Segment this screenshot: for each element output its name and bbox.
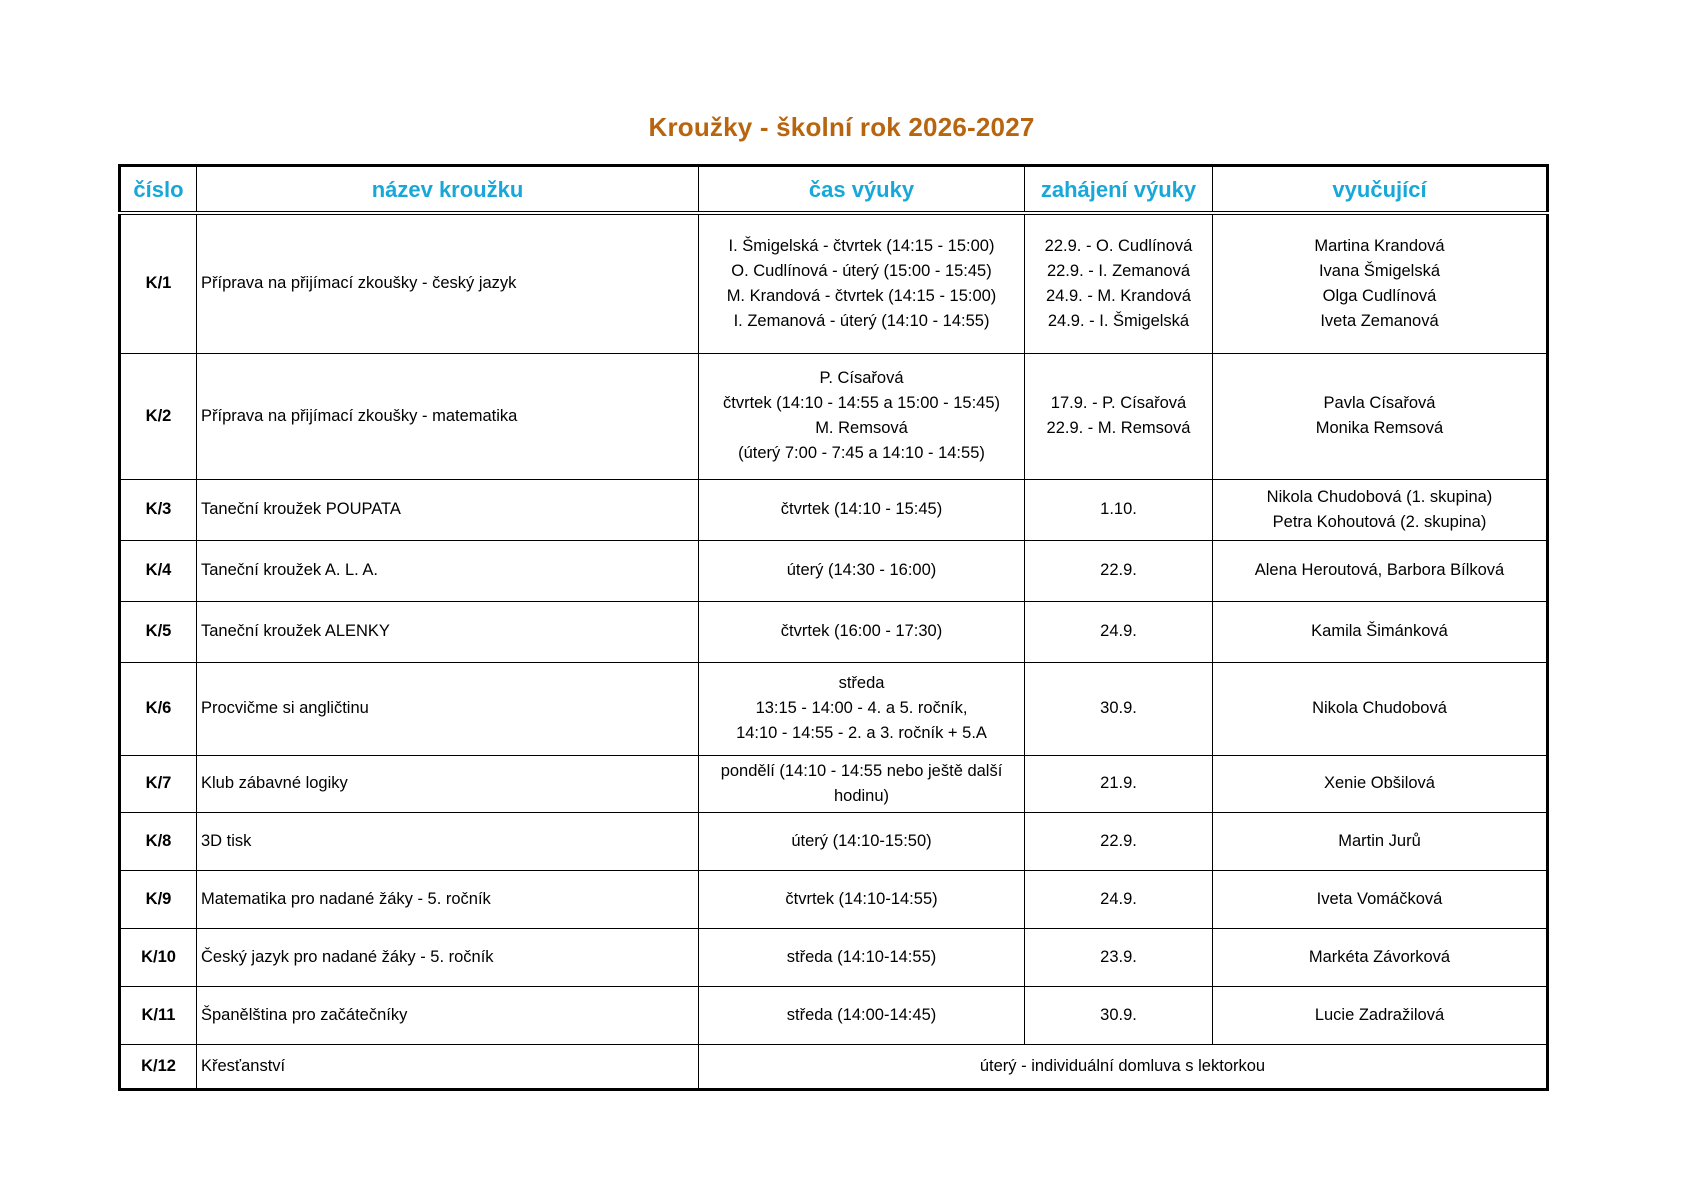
club-teacher [1213, 812, 1548, 870]
club-time [699, 479, 1025, 540]
club-time-line: P. Císařová [819, 369, 904, 387]
club-time [699, 870, 1025, 928]
club-teacher-line: Nikola Chudobová [1312, 699, 1447, 717]
club-name: Klub zábavné logiky [197, 755, 699, 812]
club-start-line: 22.9. - O. Cudlínová [1044, 236, 1193, 255]
club-time [699, 353, 1025, 479]
club-time-line: pondělí (14:10 - 14:55 nebo ještě další [720, 761, 1003, 780]
club-teacher [1213, 353, 1548, 479]
club-teacher-line: Nikola Chudobová (1. skupina) [1266, 487, 1493, 506]
club-time-line: čtvrtek (14:10 - 14:55 a 15:00 - 15:45) [723, 394, 1000, 412]
club-name: Křesťanství [197, 1044, 699, 1089]
header-time: čas výuky [699, 166, 1025, 214]
club-merged-note: úterý - individuální domluva s lektorkou [699, 1044, 1548, 1089]
header-teacher: vyučující [1213, 166, 1548, 214]
club-teacher-line: Lucie Zadražilová [1314, 1005, 1445, 1024]
club-start-line: 22.9. [1100, 561, 1137, 579]
club-start [1025, 353, 1213, 479]
club-time [699, 601, 1025, 662]
table-row [120, 870, 1548, 928]
club-time-line: čtvrtek (14:10 - 15:45) [780, 500, 943, 518]
club-time-line: hodinu) [833, 786, 890, 805]
club-start [1025, 812, 1213, 870]
table-row [120, 601, 1548, 662]
club-start [1025, 479, 1213, 540]
club-teacher [1213, 870, 1548, 928]
club-time-line: M. Remsová [815, 419, 908, 437]
club-teacher-line: Markéta Závorková [1308, 947, 1451, 966]
table-row [120, 540, 1548, 601]
club-start-line: 21.9. [1100, 774, 1137, 792]
club-teacher-line: Martina Krandová [1314, 236, 1445, 255]
club-number: K/3 [120, 479, 197, 540]
club-start [1025, 213, 1213, 353]
club-start [1025, 986, 1213, 1044]
club-start [1025, 870, 1213, 928]
club-name: Taneční kroužek A. L. A. [197, 540, 699, 601]
club-time [699, 540, 1025, 601]
club-time-line: (úterý 7:00 - 7:45 a 14:10 - 14:55) [738, 444, 985, 462]
club-teacher [1213, 540, 1548, 601]
club-name: Příprava na přijímací zkoušky - matematika [197, 353, 699, 479]
club-teacher-line: Ivana Šmigelská [1318, 261, 1441, 280]
club-time [699, 755, 1025, 812]
table-row [120, 1044, 1548, 1089]
club-start-line: 24.9. - I. Šmigelská [1047, 311, 1190, 330]
club-number: K/4 [120, 540, 197, 601]
document-title: Kroužky - školní rok 2026-2027 [648, 112, 1035, 142]
club-time [699, 928, 1025, 986]
club-name: Taneční kroužek ALENKY [197, 601, 699, 662]
club-start-line: 24.9. [1100, 889, 1137, 908]
club-name: Španělština pro začátečníky [197, 986, 699, 1044]
club-teacher [1213, 601, 1548, 662]
club-number: K/2 [120, 353, 197, 479]
club-name: Matematika pro nadané žáky - 5. ročník [197, 870, 699, 928]
club-time [699, 213, 1025, 353]
club-teacher-line: Kamila Šimánková [1311, 622, 1448, 640]
header-start: zahájení výuky [1025, 166, 1213, 214]
table-row [120, 479, 1548, 540]
club-number: K/12 [120, 1044, 197, 1089]
club-start-line: 30.9. [1100, 1005, 1137, 1024]
club-teacher-line: Pavla Císařová [1323, 394, 1436, 412]
club-time-line: 13:15 - 14:00 - 4. a 5. ročník, [755, 699, 968, 717]
club-time-line: středa (14:10-14:55) [786, 947, 937, 966]
header-number: číslo [120, 166, 197, 214]
club-number: K/9 [120, 870, 197, 928]
club-time-line: středa [838, 674, 885, 692]
club-start-line: 30.9. [1100, 699, 1137, 717]
club-name: Příprava na přijímací zkoušky - český jazyk [197, 213, 699, 353]
table-row [120, 928, 1548, 986]
club-teacher-line: Olga Cudlínová [1322, 286, 1437, 305]
club-start-line: 22.9. [1100, 831, 1137, 850]
table-row [120, 353, 1548, 479]
clubs-table [118, 164, 1549, 1091]
club-number: K/8 [120, 812, 197, 870]
club-time [699, 662, 1025, 755]
club-start-line: 24.9. - M. Krandová [1046, 286, 1191, 305]
club-number: K/7 [120, 755, 197, 812]
club-start-line: 17.9. - P. Císařová [1050, 394, 1187, 412]
table-row [120, 755, 1548, 812]
club-start [1025, 540, 1213, 601]
club-start [1025, 601, 1213, 662]
club-start [1025, 928, 1213, 986]
club-time [699, 986, 1025, 1044]
club-teacher-line: Alena Heroutová, Barbora Bílková [1254, 561, 1505, 579]
club-time-line: čtvrtek (14:10-14:55) [785, 889, 938, 908]
club-time [699, 812, 1025, 870]
club-teacher [1213, 479, 1548, 540]
club-time-line: úterý (14:30 - 16:00) [786, 561, 937, 579]
club-start-line: 23.9. [1100, 947, 1137, 966]
club-teacher [1213, 662, 1548, 755]
club-time-line: úterý (14:10-15:50) [791, 831, 932, 850]
club-start [1025, 662, 1213, 755]
table-row [120, 213, 1548, 353]
club-teacher-line: Monika Remsová [1315, 419, 1444, 437]
club-number: K/10 [120, 928, 197, 986]
table-row [120, 986, 1548, 1044]
club-start-line: 22.9. - M. Remsová [1046, 419, 1191, 437]
club-time-line: I. Šmigelská - čtvrtek (14:15 - 15:00) [728, 236, 995, 255]
club-time-line: I. Zemanová - úterý (14:10 - 14:55) [733, 311, 990, 330]
table-row [120, 812, 1548, 870]
club-number: K/6 [120, 662, 197, 755]
club-time-line: M. Krandová - čtvrtek (14:15 - 15:00) [726, 286, 997, 305]
club-name: Taneční kroužek POUPATA [197, 479, 699, 540]
club-time-line: 14:10 - 14:55 - 2. a 3. ročník + 5.A [736, 724, 987, 742]
club-start [1025, 755, 1213, 812]
club-name: Český jazyk pro nadané žáky - 5. ročník [197, 928, 699, 986]
header-name: název kroužku [197, 166, 699, 214]
club-teacher [1213, 755, 1548, 812]
club-start-line: 1.10. [1100, 500, 1137, 518]
club-start-line: 22.9. - I. Zemanová [1046, 261, 1191, 280]
club-teacher [1213, 986, 1548, 1044]
club-teacher [1213, 213, 1548, 353]
club-time-line: čtvrtek (16:00 - 17:30) [780, 622, 943, 640]
club-teacher-line: Iveta Vomáčková [1316, 889, 1443, 908]
table-row [120, 662, 1548, 755]
club-teacher-line: Iveta Zemanová [1320, 311, 1439, 330]
table-body [120, 213, 1548, 1089]
club-teacher-line: Martin Jurů [1338, 831, 1421, 850]
club-teacher [1213, 928, 1548, 986]
club-name: 3D tisk [197, 812, 699, 870]
club-start-line: 24.9. [1100, 622, 1137, 640]
club-name: Procvičme si angličtinu [197, 662, 699, 755]
club-teacher-line: Petra Kohoutová (2. skupina) [1272, 512, 1487, 531]
table-header-row [120, 166, 1548, 214]
club-number: K/5 [120, 601, 197, 662]
club-teacher-line: Xenie Obšilová [1324, 774, 1435, 792]
club-time-line: O. Cudlínová - úterý (15:00 - 15:45) [731, 261, 992, 280]
club-number: K/1 [120, 213, 197, 353]
club-time-line: středa (14:00-14:45) [786, 1005, 937, 1024]
club-number: K/11 [120, 986, 197, 1044]
